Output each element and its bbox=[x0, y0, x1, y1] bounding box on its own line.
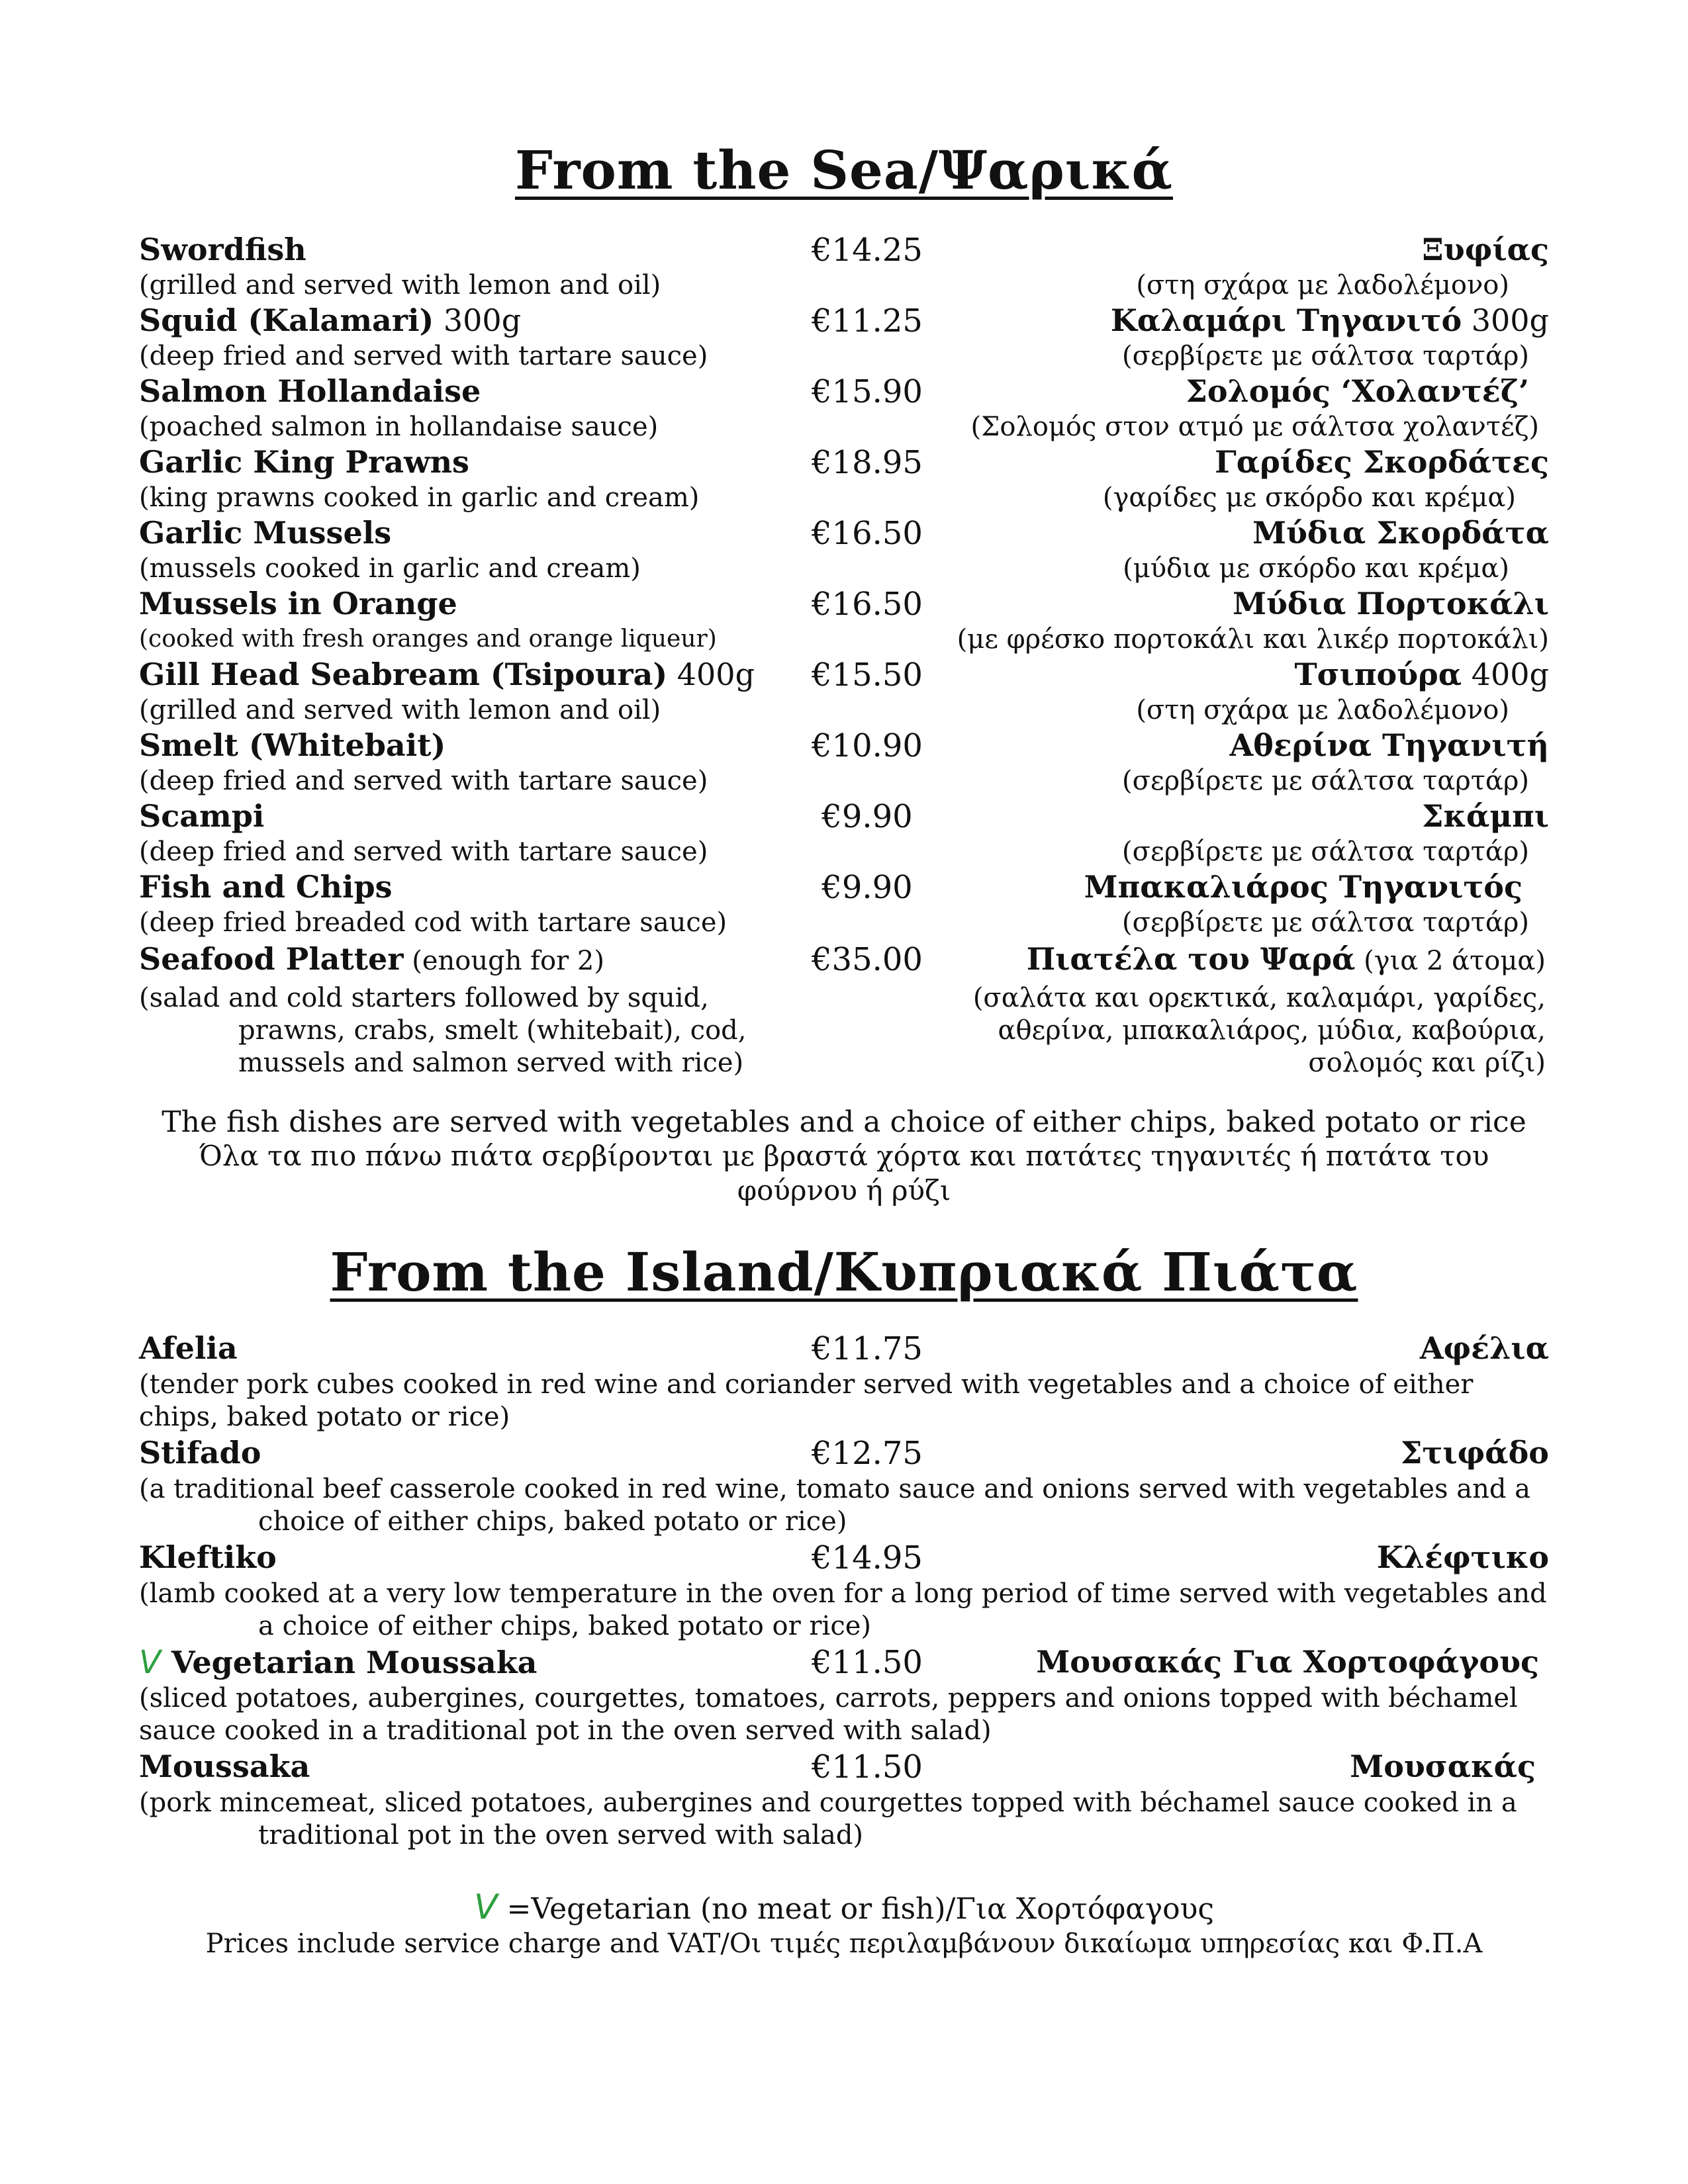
item-name: Smelt (Whitebait) bbox=[139, 727, 446, 763]
item-name: Afelia bbox=[139, 1330, 238, 1366]
item-description: (deep fried and served with tartare sauce) bbox=[139, 766, 708, 796]
item-price: €16.50 bbox=[812, 515, 923, 552]
item-greek-description: (σερβίρετε με σάλτσα ταρτάρ) bbox=[1122, 907, 1529, 938]
item-greek-description: (σερβίρετε με σάλτσα ταρτάρ) bbox=[1122, 766, 1529, 796]
item-price: €14.25 bbox=[812, 232, 923, 269]
item-description: (mussels cooked in garlic and cream) bbox=[139, 553, 641, 584]
item-description: (deep fried and served with tartare sauce) bbox=[139, 341, 708, 371]
item-price: €16.50 bbox=[812, 586, 923, 623]
item-greek-name: Τσιπούρα bbox=[1294, 657, 1462, 692]
item-greek-description: (σερβίρετε με σάλτσα ταρτάρ) bbox=[1122, 341, 1529, 371]
vegetarian-legend-text: =Vegetarian (no meat or fish)/Για Χορτόφαγους bbox=[506, 1892, 1215, 1926]
description-line: (σαλάτα και ορεκτικά, καλαμάρι, γαρίδες, bbox=[972, 983, 1546, 1013]
item-price: €18.95 bbox=[812, 444, 923, 481]
item-price: €11.25 bbox=[812, 302, 923, 340]
item-price: €9.90 bbox=[821, 798, 913, 835]
item-price: €14.95 bbox=[812, 1539, 923, 1576]
item-name: Seafood Platter bbox=[139, 941, 404, 977]
item-name: Gill Head Seabream (Tsipoura) bbox=[139, 657, 668, 692]
item-name: Stifado bbox=[139, 1435, 261, 1471]
item-price: €10.90 bbox=[812, 727, 923, 764]
item-greek-name: Μπακαλιάρος Τηγανιτός bbox=[1084, 869, 1523, 905]
item-greek-name: Μουσακάς bbox=[1350, 1749, 1536, 1784]
sea-note-english: The fish dishes are served with vegetables and a choice of either chips, baked potato or rice bbox=[162, 1105, 1526, 1139]
description-line: (lamb cooked at a very low temperature in the oven for a long period of time served with vegetables and bbox=[139, 1578, 1547, 1609]
sea-note-greek-line-2: φούρνου ή ρύζι bbox=[737, 1174, 951, 1206]
item-price: €12.75 bbox=[812, 1435, 923, 1472]
description-line: prawns, crabs, smelt (whitebait), cod, bbox=[238, 1015, 747, 1046]
description-line: (pork mincemeat, sliced potatoes, aubergines and courgettes topped with béchamel sauce cooked in a bbox=[139, 1788, 1517, 1818]
item-name: Moussaka bbox=[139, 1749, 310, 1784]
item-name: Vegetarian Moussaka bbox=[171, 1645, 538, 1680]
item-greek-sub: (για 2 άτομα) bbox=[1355, 946, 1546, 976]
description-line: σολομός και ρίζι) bbox=[1308, 1048, 1546, 1078]
item-greek-description: (γαρίδες με σκόρδο και κρέμα) bbox=[1102, 482, 1516, 513]
vegetarian-legend bbox=[0, 1888, 1688, 1927]
item-greek-description: (στη σχάρα με λαδολέμονο) bbox=[1136, 270, 1509, 300]
description-line: sauce cooked in a traditional pot in the oven served with salad) bbox=[139, 1715, 992, 1746]
item-greek-name: Ξυφίας bbox=[1422, 232, 1549, 267]
item-greek-name: Πιατέλα του Ψαρά bbox=[1026, 941, 1356, 977]
item-description bbox=[139, 1578, 1562, 1643]
description-line: chips, baked potato or rice) bbox=[139, 1402, 510, 1432]
description-line: (tender pork cubes cooked in red wine and coriander served with vegetables and a choice of either bbox=[139, 1369, 1474, 1400]
item-description: (deep fried breaded cod with tartare sauce) bbox=[139, 907, 727, 938]
item-description bbox=[139, 1369, 1562, 1433]
sea-note-greek-line-1: Όλα τα πιο πάνω πιάτα σερβίρονται με βραστά χόρτα και πατάτες τηγανιτές ή πατάτα του bbox=[199, 1140, 1489, 1172]
item-name: Swordfish bbox=[139, 232, 306, 267]
island-section-title: From the Island/Κυπριακά Πιάτα bbox=[330, 1241, 1358, 1303]
item-name: Scampi bbox=[139, 798, 265, 834]
item-greek-description: (στη σχάρα με λαδολέμονο) bbox=[1136, 695, 1509, 725]
description-line: a choice of either chips, baked potato or rice) bbox=[258, 1611, 871, 1641]
item-name-sub: 400g bbox=[667, 657, 755, 692]
item-price: €15.90 bbox=[812, 373, 923, 410]
item-description bbox=[139, 1682, 1562, 1747]
item-greek-sub: 300g bbox=[1462, 302, 1549, 338]
platter-greek-description bbox=[973, 982, 1546, 1079]
item-price: €35.00 bbox=[812, 941, 923, 978]
item-greek-name: Γαρίδες Σκορδάτες bbox=[1215, 444, 1549, 480]
item-description: (cooked with fresh oranges and orange liqueur) bbox=[139, 625, 717, 653]
item-name: Garlic Mussels bbox=[139, 515, 392, 551]
item-description bbox=[139, 1787, 1562, 1852]
item-greek-name: Μύδια Πορτοκάλι bbox=[1233, 586, 1549, 621]
item-greek-name: Σκάμπι bbox=[1422, 798, 1549, 834]
item-name-sub: 300g bbox=[434, 302, 522, 338]
item-greek-name: Μύδια Σκορδάτα bbox=[1252, 515, 1549, 551]
item-name: Kleftiko bbox=[139, 1539, 277, 1575]
description-line: αθερίνα, μπακαλιάρος, μύδια, καβούρια, bbox=[998, 1015, 1546, 1046]
vegetarian-icon: V bbox=[139, 1644, 161, 1681]
item-greek-name: Μουσακάς Για Χορτοφάγους bbox=[1036, 1644, 1539, 1680]
vegetarian-icon: V bbox=[473, 1888, 498, 1927]
item-description: (grilled and served with lemon and oil) bbox=[139, 270, 661, 300]
item-greek-description: (μύδια με σκόρδο και κρέμα) bbox=[1123, 553, 1509, 584]
item-greek-name: Κλέφτικο bbox=[1376, 1539, 1549, 1575]
item-greek-description: (με φρέσκο πορτοκάλι και λικέρ πορτοκάλι) bbox=[957, 624, 1549, 655]
description-line: (sliced potatoes, aubergines, courgettes, tomatoes, carrots, peppers and onions topped with béchamel bbox=[139, 1683, 1518, 1713]
item-description: (poached salmon in hollandaise sauce) bbox=[139, 412, 659, 442]
item-greek-name: Αθερίνα Τηγανιτή bbox=[1229, 727, 1549, 763]
description-line: (a traditional beef casserole cooked in red wine, tomato sauce and onions served with vegetables and a bbox=[139, 1474, 1531, 1504]
item-description bbox=[139, 1473, 1562, 1538]
item-greek-name: Σολομός ‘Χολαντέζ’ bbox=[1186, 373, 1529, 409]
item-price: €9.90 bbox=[821, 869, 913, 906]
item-greek-description: (Σολομός στον ατμό με σάλτσα χολαντέζ) bbox=[970, 412, 1539, 442]
platter-description bbox=[139, 982, 746, 1079]
description-line: mussels and salmon served with rice) bbox=[238, 1048, 744, 1078]
item-description: (grilled and served with lemon and oil) bbox=[139, 695, 661, 725]
item-name: Squid (Kalamari) bbox=[139, 302, 434, 338]
item-greek-name: Καλαμάρι Τηγανιτό bbox=[1110, 302, 1462, 338]
item-description: (king prawns cooked in garlic and cream) bbox=[139, 482, 700, 513]
prices-note: Prices include service charge and VAT/Οι τιμές περιλαμβάνουν δικαίωμα υπηρεσίας και Φ.Π.Α bbox=[205, 1929, 1483, 1959]
item-name: Garlic King Prawns bbox=[139, 444, 469, 480]
item-price: €11.50 bbox=[812, 1644, 923, 1681]
item-greek-name: Στιφάδο bbox=[1400, 1435, 1549, 1471]
sea-section-title: From the Sea/Ψαρικά bbox=[514, 139, 1174, 201]
description-line: choice of either chips, baked potato or rice) bbox=[258, 1506, 847, 1537]
item-greek-name: Αφέλια bbox=[1419, 1330, 1549, 1366]
item-name-sub: (enough for 2) bbox=[403, 946, 604, 976]
item-name: Salmon Hollandaise bbox=[139, 373, 481, 409]
item-price: €15.50 bbox=[812, 657, 923, 694]
description-line: (salad and cold starters followed by squid, bbox=[139, 983, 709, 1013]
item-name: Fish and Chips bbox=[139, 869, 393, 905]
item-description: (deep fried and served with tartare sauce) bbox=[139, 837, 708, 867]
item-price: €11.75 bbox=[812, 1330, 923, 1367]
item-greek-description: (σερβίρετε με σάλτσα ταρτάρ) bbox=[1122, 837, 1529, 867]
item-price: €11.50 bbox=[812, 1749, 923, 1786]
item-greek-sub: 400g bbox=[1462, 657, 1549, 692]
description-line: traditional pot in the oven served with salad) bbox=[258, 1820, 864, 1850]
item-name: Mussels in Orange bbox=[139, 586, 457, 621]
